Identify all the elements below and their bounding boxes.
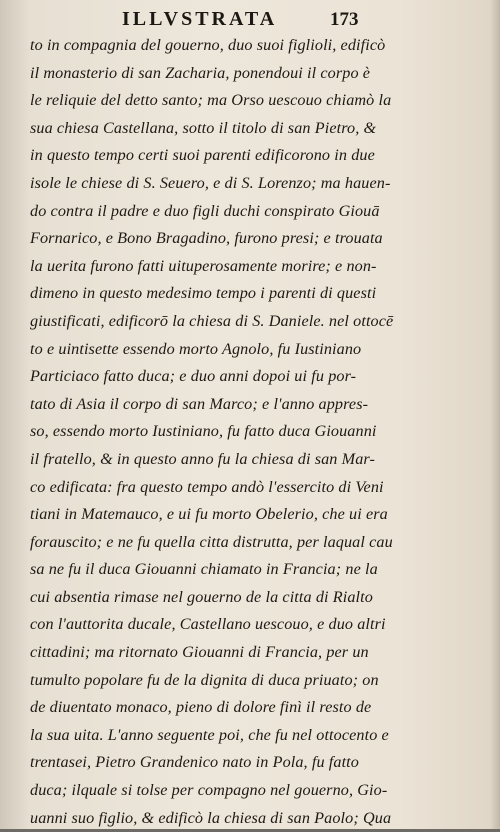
text-line: le reliquie del detto santo; ma Orso uescouo chiamò la bbox=[30, 91, 392, 110]
text-line: Fornarico, e Bono Bragadino, furono presi; e trouata bbox=[30, 229, 383, 248]
text-line: forauscito; e ne fu quella citta distrutta, per laqual cau bbox=[30, 532, 393, 551]
text-line: giustificati, edificorō la chiesa di S. Daniele. nel ottocē bbox=[30, 311, 394, 330]
text-line: cittadini; ma ritornato Giouanni di Francia, per un bbox=[30, 643, 369, 662]
page-header bbox=[0, 8, 500, 34]
text-line: do contra il padre e duo figli duchi conspirato Giouā bbox=[30, 201, 380, 220]
text-line: cui absentia rimase nel gouerno de la citta di Rialto bbox=[30, 587, 373, 606]
text-line: con l'auttorita ducale, Castellano uescouo, e duo altri bbox=[30, 615, 386, 634]
text-line: il monasterio di san Zacharia, ponendoui il corpo è bbox=[30, 63, 371, 82]
text-line: uanni suo figlio, & edificò la chiesa di san Paolo; Qua bbox=[30, 808, 392, 827]
text-line: trentasei, Pietro Grandenico nato in Pola, fu fatto bbox=[30, 753, 359, 772]
text-line: tiani in Matemauco, e ui fu morto Obelerio, che ui era bbox=[30, 505, 388, 524]
text-line: to in compagnia del gouerno, duo suoi figlioli, edificò bbox=[30, 36, 386, 54]
body-text bbox=[30, 32, 394, 832]
text-line: il fratello, & in questo anno fu la chiesa di san Mar- bbox=[30, 449, 375, 468]
text-line: tato di Asia il corpo di san Marco; e l'anno appres- bbox=[30, 394, 369, 413]
running-title: ILLVSTRATA bbox=[122, 8, 278, 30]
text-line: de diuentato monaco, pieno di dolore finì il resto de bbox=[30, 698, 372, 717]
text-line: co edificata: fra questo tempo andò l'essercito di Veni bbox=[30, 477, 384, 496]
text-line: sua chiesa Castellana, sotto il titolo di san Pietro, & bbox=[30, 118, 377, 137]
text-line: sa ne fu il duca Giouanni chiamato in Francia; ne la bbox=[30, 560, 378, 579]
text-line: tumulto popolare fu de la dignita di duca priuato; on bbox=[30, 670, 379, 689]
text-line: la uerita furono fatti uituperosamente morire; e non- bbox=[30, 256, 377, 275]
text-line: la sua uita. L'anno seguente poi, che fu nel ottocento e bbox=[30, 725, 389, 744]
text-line: duca; ilquale si tolse per compagno nel gouerno, Gio- bbox=[30, 781, 388, 800]
text-line: isole le chiese di S. Seuero, e di S. Lorenzo; ma hauen- bbox=[30, 173, 391, 192]
text-line: Particiaco fatto duca; e duo anni dopoi ui fu por- bbox=[30, 367, 357, 386]
text-line: in questo tempo certi suoi parenti edificorono in due bbox=[30, 146, 375, 165]
text-line: so, essendo morto Iustiniano, fu fatto duca Giouanni bbox=[30, 422, 377, 441]
text-line: dimeno in questo medesimo tempo i parenti di questi bbox=[30, 284, 377, 303]
text-line: to e uintisette essendo morto Agnolo, fu Iustiniano bbox=[30, 339, 362, 358]
page-number: 173 bbox=[330, 9, 359, 30]
